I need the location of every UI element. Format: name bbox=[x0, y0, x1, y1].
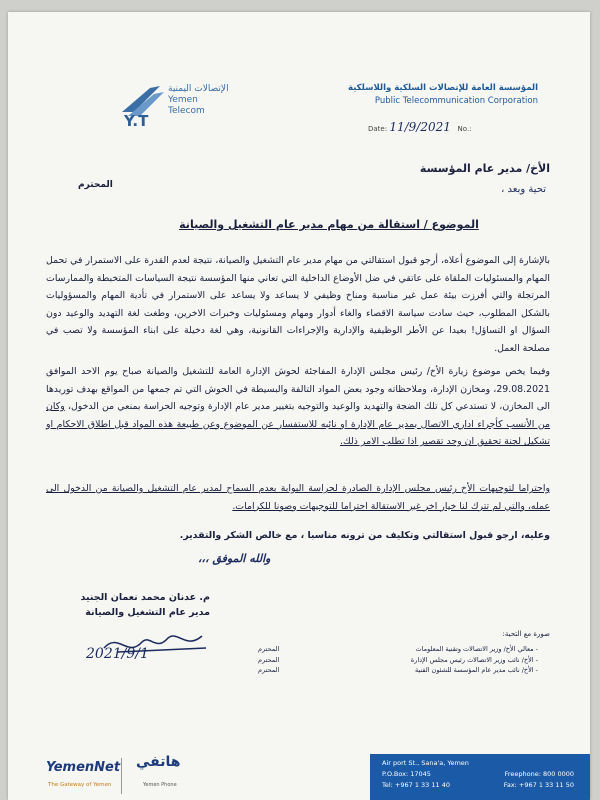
corporation-header bbox=[348, 82, 538, 108]
date-value: 11/9/2021 bbox=[389, 120, 451, 134]
yt-name-ar: الإتصالات اليمنية bbox=[168, 84, 229, 94]
signature-date: 2021/9/1 bbox=[86, 646, 149, 662]
corp-name-en: Public Telecommunication Corporation bbox=[374, 96, 538, 106]
yemen-telecom-logo-icon bbox=[120, 82, 168, 128]
footer-fax: Fax: +967 1 33 11 50 bbox=[503, 781, 574, 789]
copies-title: صورة مع التحية: bbox=[502, 630, 550, 638]
footer-pobox: P.O.Box: 17045 bbox=[382, 770, 431, 778]
body-paragraph-1: بالإشارة إلى الموضوع أعلاه، أرجو قبول استقالتي من مهام مدير عام التشغيل والصيانة، نتيجة لعدم القدرة على الاستمرار في تحمل المهام والمسئوليات الملقاة على عاتقي في ضل الأوضاع الداخلية التي تعاني منها المؤسسة نتيجة السياسات المتخبطة والممارسات المرتجلة والتي أفرزت بيئة عمل غير مناسبة ومناخ وظيفي لا يساعد ولا يساعد على الاستمرار في تأدية المهام والمسؤوليات بالشكل المطلوب، حيث سادت سياسة الاقصاء والغاء أدوار ومهام ومسئوليات وخبرات الاخرين، وطغت لغة التهديد والوعيد دون السؤال او التساؤل! بعيدا عن الأطر الوظيفية والإدارية والإجراءات القانونية، وهي لغة دخيلة على ابناء المؤسسة ولا تصب في مصلحة العمل. bbox=[46, 255, 550, 354]
date-label: Date: bbox=[368, 125, 388, 133]
yemen-phone-logo: هاتفي bbox=[136, 754, 181, 770]
yemennet-tagline: The Gateway of Yemen bbox=[48, 782, 112, 788]
body-paragraph-2 bbox=[46, 363, 550, 451]
letter-page bbox=[8, 12, 590, 800]
corp-name-ar: المؤسسة العامة للإتصالات السلكية واللاسلكية bbox=[348, 83, 538, 93]
signatory bbox=[81, 590, 211, 620]
subject-line: الموضوع / استقالة من مهام مدير عام التشغيل والصيانة bbox=[179, 218, 479, 231]
date-line bbox=[368, 120, 538, 134]
yemennet-logo: YemenNet bbox=[46, 760, 121, 775]
yemen-telecom-name bbox=[168, 84, 248, 117]
body-paragraph-2a: وفيما يخص موضوع زيارة الأخ/ رئيس مجلس الإدارة المفاجئة لحوش الإدارة العامة للتشغيل والصيانة صباح يوم الاحد الموافق 29.08.2021، ومخازن الإدارة، وملاحظاته وجود بعض المواد التالفة والبسيطة في الحوش التي تم جمعها من المواقع بهدف توريدها الى المخازن، لا تستدعي كل تلك الضجة والتهديد والوعيد والتوجيه بتغيير مدير عام الإدارة وتوجيه الحراسة بمنعي من الدخول، bbox=[46, 366, 550, 412]
greeting: تحية وبعد ، bbox=[501, 184, 546, 195]
list-item: - معالي الأخ/ وزير الاتصالات وتقنية المعلومات المحترم bbox=[258, 645, 538, 653]
copies-list bbox=[258, 644, 538, 676]
footer-divider bbox=[121, 758, 122, 794]
yt-name-en1: Yemen bbox=[168, 95, 198, 105]
yemen-phone-tagline: Yemen Phone bbox=[143, 782, 177, 788]
footer-freephone: Freephone: 800 0000 bbox=[504, 770, 574, 778]
yt-logo-text: Y.T bbox=[124, 112, 149, 128]
list-item: - الأخ/ نائب مدير عام المؤسسة للشئون الفنية المحترم bbox=[258, 666, 538, 674]
list-item: - الأخ/ نائب وزير الاتصالات رئيس مجلس الإدارة المحترم bbox=[258, 655, 538, 664]
body-paragraph-4: وعليه، ارجو قبول استقالتي وتكليف من ترونه مناسبا ، مع خالص الشكر والتقدير. bbox=[179, 530, 550, 541]
footer-address: Air port St., Sana'a, Yemen bbox=[382, 759, 469, 767]
yt-name-en2: Telecom bbox=[168, 106, 205, 116]
number-label: No.: bbox=[457, 125, 472, 133]
body-paragraph-2b: وكان من الأنسب كأجراء اداري الاتصال بمدير عام الإدارة او نائبه للاستفسار عن الموضوع وعن طبيعة هذه المواد قبل اطلاق الاحكام او تشكيل لجنة تحقيق ان وجد تقصير اذا تطلب الامر ذلك. bbox=[46, 401, 550, 447]
signatory-name: م. عدنان محمد نعمان الجنيد bbox=[80, 592, 210, 603]
closing: والله الموفق ،،، bbox=[198, 552, 271, 565]
respect-label: المحترم bbox=[78, 180, 113, 190]
addressee: الأخ/ مدير عام المؤسسة bbox=[419, 162, 550, 175]
signatory-title: مدير عام التشغيل والصيانة bbox=[85, 607, 210, 618]
footer-contact-box bbox=[370, 754, 590, 800]
footer-tel: Tel: +967 1 33 11 40 bbox=[382, 781, 450, 789]
body-paragraph-3: واحتراما لتوجيهات الأخ رئيس مجلس الإدارة الصادرة لحراسة البوابة بعدم السماح لمدير عام التشغيل والصيانة من الدخول الى عمله، والتي لم تترك لنا خيار اخر غير الاستقالة احتراما للتوجيهات وصونا للكرامات. bbox=[46, 483, 550, 512]
